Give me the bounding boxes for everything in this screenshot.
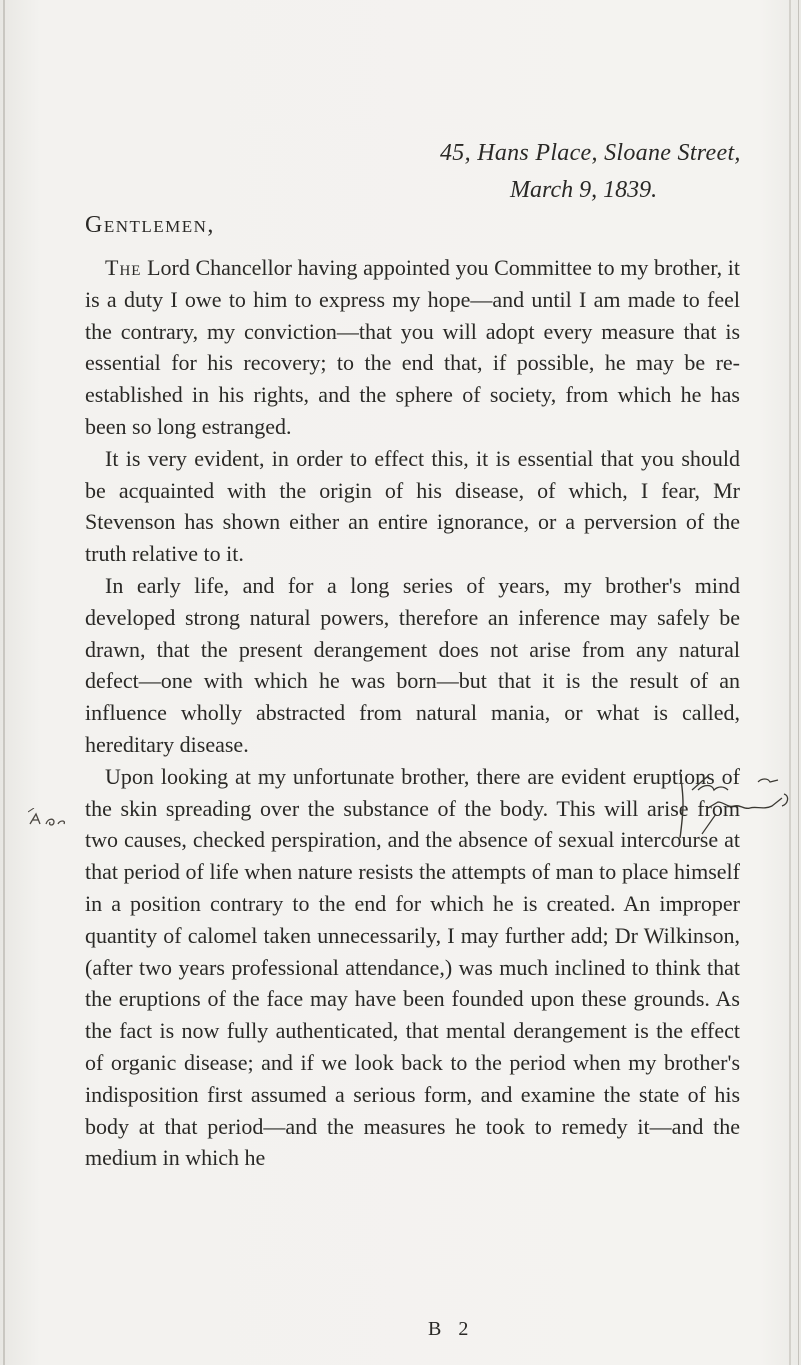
margin-handwriting-left [28, 808, 88, 837]
paragraph-1-text: Lord Chancellor having appointed you Committee to my brother, it is a duty I owe to him to express my hope—and until I am made to feel the contrary, my conviction—that you will adopt every measure that is essential for his recovery; to the end that, if possible, he may be re-established in his rights, and the sphere of society, from which he has been so long estranged. [85, 255, 740, 439]
margin-handwriting-right [678, 768, 796, 838]
letter-date [510, 177, 657, 204]
page-right-edge-outer [798, 0, 799, 1365]
paragraph-1-first-word: The [105, 255, 142, 280]
letter-address [440, 140, 741, 167]
paragraph-2: It is very evident, in order to effect this, it is essential that you should be acquainted with the origin of his disease, of which, I fear, Mr Stevenson has shown either an entire ignorance, or a perversion of the truth relative to it. [85, 445, 740, 567]
page-right-edge [789, 0, 791, 1365]
handwritten-mark-left-icon [28, 808, 88, 832]
address-text: 45, Hans Place, Sloane Street, [440, 140, 741, 166]
paragraph-4: Upon looking at my unfortunate brother, there are evident eruptions of the skin spreading over the substance of the body. This will arise from two causes, checked perspiration, and the absence of sexual intercourse at that period of life when nature resists the attempts of man to place himself in a position contrary to the end for which he is created. An improper quantity of calomel taken unnecessarily, I may further add; Dr Wilkinson, (after two years professional attendance,) was much inclined to think that the eruptions of the face may have been founded upon these grounds. As the fact is now fully authenticated, that mental derangement is the effect of organic disease; and if we look back to the period when my brother's indisposition first assumed a serious form, and examine the state of his body at that period—and the measures he took to remedy it—and the medium in which he [85, 763, 740, 1171]
paragraph-3: In early life, and for a long series of years, my brother's mind developed strong natural powers, therefore an inference may safely be drawn, that the present derangement does not arise from any natural defect—one with which he was born—but that it is the result of an influence wholly abstracted from natural mania, or what is called, hereditary disease. [85, 572, 740, 757]
letter-body [85, 252, 740, 1174]
date-text: March 9, 1839. [510, 177, 658, 203]
page-left-edge [3, 0, 5, 1365]
page-signature-mark: B 2 [428, 1318, 475, 1340]
handwritten-correction-right-icon [678, 768, 796, 838]
letter-salutation: Gentlemen, [85, 212, 215, 238]
paragraph-1 [85, 252, 740, 443]
